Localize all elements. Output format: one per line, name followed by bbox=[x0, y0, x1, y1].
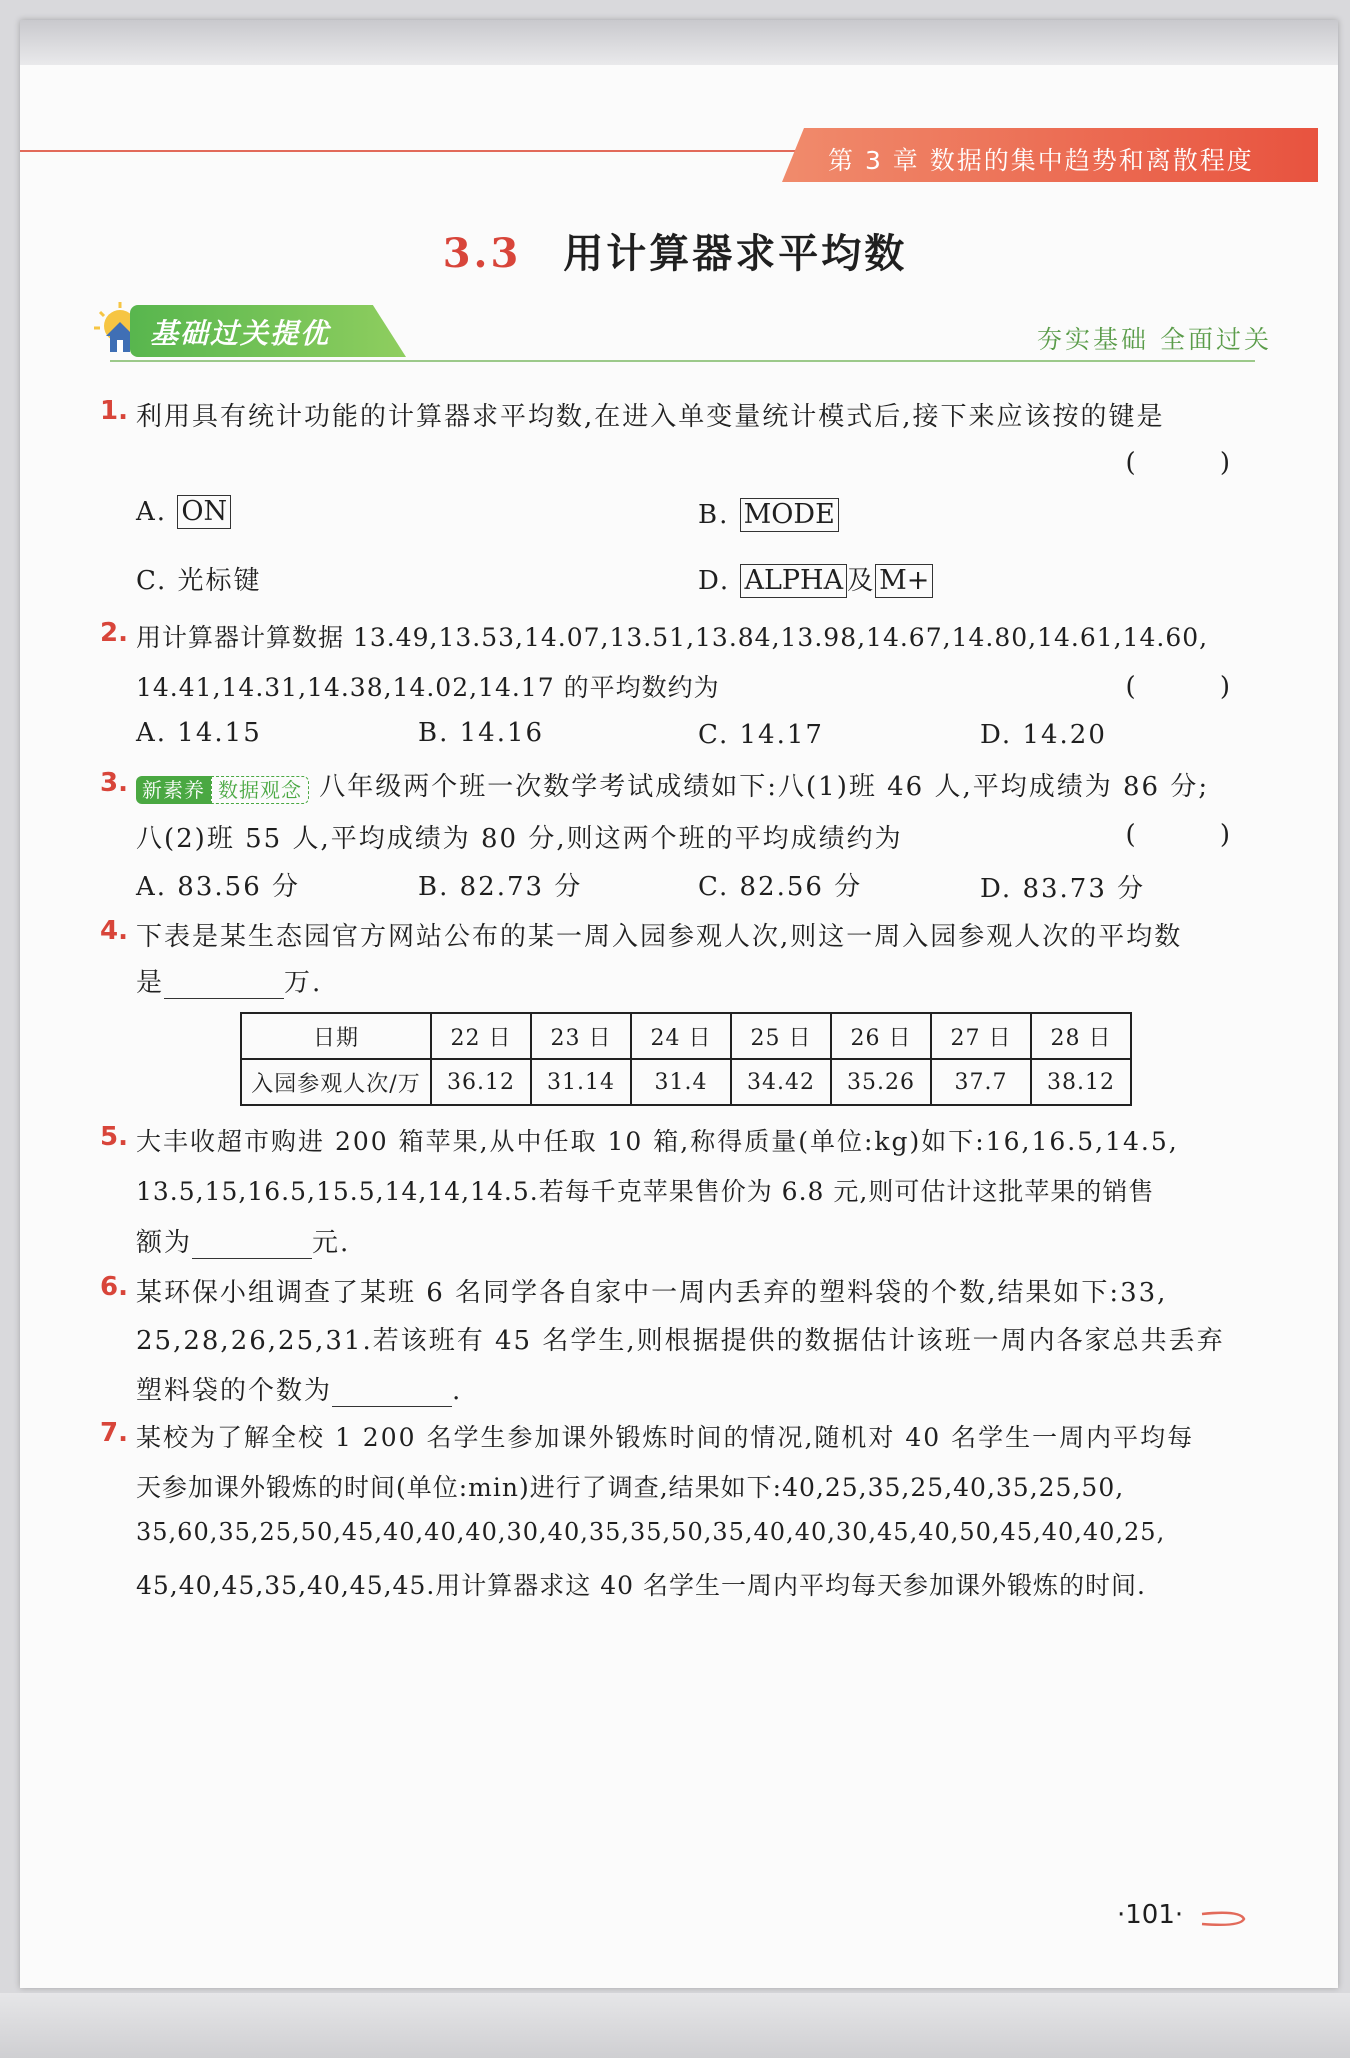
calculator-key: MODE bbox=[740, 498, 839, 532]
calculator-key: ALPHA bbox=[740, 564, 847, 598]
question-text bbox=[136, 1222, 350, 1259]
option-b: B. 14.16 bbox=[418, 718, 545, 748]
scan-top-shadow bbox=[20, 20, 1338, 65]
text-segment: 万. bbox=[284, 968, 323, 998]
question-text: 利用具有统计功能的计算器求平均数,在进入单变量统计模式后,接下来应该按的键是 bbox=[136, 402, 1165, 432]
option-connector: 及 bbox=[847, 566, 876, 596]
question-text: 某校为了解全校 1 200 名学生参加课外锻炼时间的情况,随机对 40 名学生一周内平均每 bbox=[136, 1423, 1195, 1452]
option-letter: B. bbox=[698, 500, 730, 530]
badge-topic: 数据观念 bbox=[211, 776, 309, 804]
answer-paren: ( ) bbox=[1125, 448, 1268, 478]
text-segment: . bbox=[452, 1376, 463, 1406]
question-text bbox=[136, 962, 322, 999]
text-segment: 是 bbox=[136, 968, 165, 998]
question-text bbox=[136, 1370, 462, 1407]
page-curve-icon bbox=[1200, 1910, 1248, 1928]
page-number: ·101· bbox=[1117, 1900, 1184, 1930]
table-cell: 36.12 bbox=[431, 1059, 531, 1105]
table-cell: 37.7 bbox=[931, 1059, 1031, 1105]
table-cell: 35.26 bbox=[831, 1059, 931, 1105]
table-cell: 31.4 bbox=[631, 1059, 731, 1105]
table-row bbox=[241, 1013, 1131, 1059]
question-number: 4. bbox=[100, 916, 128, 946]
table-cell: 25 日 bbox=[731, 1013, 831, 1059]
section-label: 基础过关提优 bbox=[150, 317, 331, 350]
question-text: 某环保小组调查了某班 6 名同学各自家中一周内丢弃的塑料袋的个数,结果如下:33, bbox=[136, 1278, 1168, 1308]
question-text-line: 八年级两个班一次数学考试成绩如下:八(1)班 46 人,平均成绩为 86 分; bbox=[319, 772, 1210, 802]
table-cell: 34.42 bbox=[731, 1059, 831, 1105]
option-a: A. 14.15 bbox=[136, 718, 262, 748]
literacy-badge bbox=[136, 774, 309, 803]
option-b bbox=[698, 498, 839, 532]
table-cell: 24 日 bbox=[631, 1013, 731, 1059]
scan-bottom-shadow bbox=[0, 1993, 1350, 2058]
question-text: 14.41,14.31,14.38,14.02,14.17 的平均数约为 bbox=[136, 673, 720, 702]
question-number: 7. bbox=[100, 1418, 128, 1448]
question-text: 45,40,45,35,40,45,45.用计算器求这 40 名学生一周内平均每天参加课外锻炼的时间. bbox=[136, 1571, 1146, 1600]
option-b: B. 82.73 分 bbox=[418, 872, 583, 902]
badge-tag: 新素养 bbox=[136, 776, 211, 804]
option-d bbox=[698, 560, 933, 598]
answer-blank bbox=[192, 1232, 312, 1259]
table-cell: 28 日 bbox=[1031, 1013, 1131, 1059]
question-text: 13.5,15,16.5,15.5,14,14,14.5.若每千克苹果售价为 6.8 元,则可估计这批苹果的销售 bbox=[136, 1177, 1155, 1206]
option-c: C. 14.17 bbox=[698, 720, 824, 750]
table-row bbox=[241, 1059, 1131, 1105]
lesson-number: 3.3 bbox=[442, 230, 522, 277]
section-slogan: 夯实基础 全面过关 bbox=[1037, 325, 1272, 354]
table-cell: 27 日 bbox=[931, 1013, 1031, 1059]
option-d: D. 83.73 分 bbox=[980, 874, 1146, 904]
question-text: 25,28,26,25,31.若该班有 45 名学生,则根据提供的数据估计该班一周内各家总共丢弃 bbox=[136, 1326, 1225, 1356]
question-text bbox=[136, 766, 1209, 803]
section-rule bbox=[110, 360, 1255, 362]
text-segment: 额为 bbox=[136, 1228, 193, 1258]
calculator-key: M+ bbox=[875, 564, 933, 598]
answer-paren: ( ) bbox=[1125, 820, 1268, 850]
option-letter: A. bbox=[136, 497, 168, 527]
question-text: 八(2)班 55 人,平均成绩为 80 分,则这两个班的平均成绩约为 bbox=[136, 824, 903, 854]
option-d: D. 14.20 bbox=[980, 720, 1107, 750]
answer-paren: ( ) bbox=[1125, 672, 1268, 702]
question-number: 5. bbox=[100, 1122, 128, 1152]
table-cell: 31.14 bbox=[531, 1059, 631, 1105]
table-header-cell: 日期 bbox=[241, 1013, 431, 1059]
option-c: C. 82.56 分 bbox=[698, 872, 863, 902]
table-cell: 38.12 bbox=[1031, 1059, 1131, 1105]
question-number: 3. bbox=[100, 768, 128, 798]
text-segment: 塑料袋的个数为 bbox=[136, 1376, 333, 1406]
option-a: A. 83.56 分 bbox=[136, 872, 301, 902]
lesson-title bbox=[0, 222, 1350, 279]
table-cell: 26 日 bbox=[831, 1013, 931, 1059]
table-header-cell: 入园参观人次/万 bbox=[241, 1059, 431, 1105]
option-letter: D. bbox=[698, 566, 731, 596]
question-text: 大丰收超市购进 200 箱苹果,从中任取 10 箱,称得质量(单位:kg)如下:16,16.5,14.5, bbox=[136, 1127, 1179, 1156]
lesson-title-text: 用计算器求平均数 bbox=[563, 230, 908, 277]
question-text: 天参加课外锻炼的时间(单位:min)进行了调查,结果如下:40,25,35,25,40,35,25,50, bbox=[136, 1473, 1125, 1502]
option-a bbox=[136, 495, 231, 529]
table-cell: 23 日 bbox=[531, 1013, 631, 1059]
answer-blank bbox=[164, 972, 284, 999]
calculator-key: ON bbox=[177, 495, 231, 529]
text-segment: 元. bbox=[312, 1228, 351, 1258]
table-cell: 22 日 bbox=[431, 1013, 531, 1059]
option-c: C. 光标键 bbox=[136, 566, 262, 596]
question-number: 6. bbox=[100, 1272, 128, 1302]
answer-blank bbox=[332, 1380, 452, 1407]
question-number: 1. bbox=[100, 396, 128, 426]
question-number: 2. bbox=[100, 618, 128, 648]
chapter-heading: 第 3 章 数据的集中趋势和离散程度 bbox=[828, 146, 1254, 175]
question-text: 35,60,35,25,50,45,40,40,40,30,40,35,35,50,35,40,40,30,45,40,50,45,40,40,25, bbox=[136, 1518, 1166, 1546]
visitor-table bbox=[240, 1012, 1132, 1106]
question-text: 下表是某生态园官方网站公布的某一周入园参观人次,则这一周入园参观人次的平均数 bbox=[136, 922, 1183, 952]
question-text: 用计算器计算数据 13.49,13.53,14.07,13.51,13.84,13.98,14.67,14.80,14.61,14.60, bbox=[136, 623, 1209, 652]
